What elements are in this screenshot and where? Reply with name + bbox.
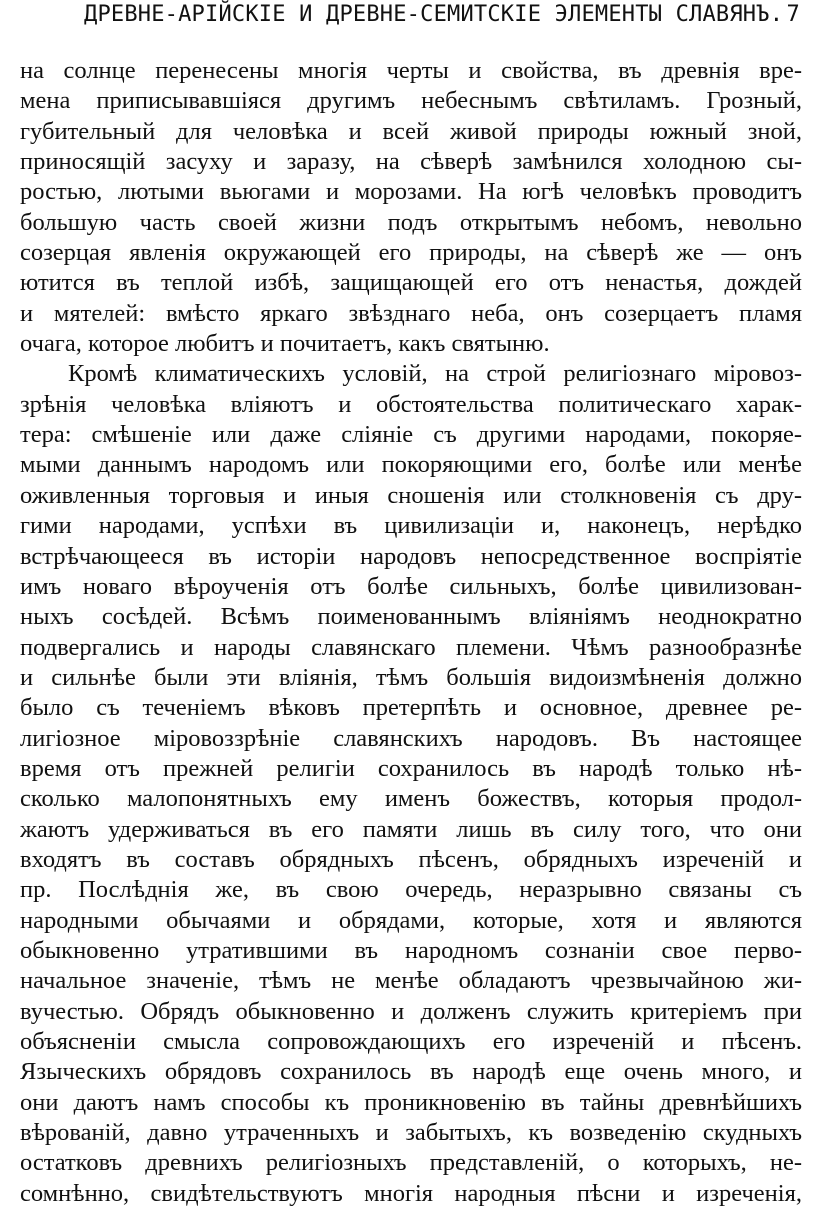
- text-line: тера: смѣшеніе или даже сліяніе съ другими народами, покоряе-: [20, 421, 802, 449]
- text-line: обыкновенно утратившими въ народномъ сознаніи свое перво-: [20, 936, 802, 964]
- paragraph-end-line: очага, которое любитъ и почитаетъ, какъ святыню.: [20, 330, 550, 358]
- text-line: Языческихъ обрядовъ сохранилось въ народѣ еще очень много, и: [20, 1058, 802, 1086]
- text-line: имъ новаго вѣроученія отъ болѣе сильныхъ, болѣе цивилизован-: [20, 572, 802, 600]
- text-line: подвергались и народы славянскаго племени. Чѣмъ разнообразнѣе: [20, 633, 802, 661]
- text-line: жаютъ удерживаться въ его памяти лишь въ силу того, что они: [20, 815, 802, 843]
- text-line: ныхъ сосѣдей. Всѣмъ поименованнымъ вліяніямъ неоднократно: [20, 603, 802, 631]
- text-line: было съ теченіемъ вѣковъ претерпѣть и основное, древнее ре-: [20, 694, 802, 722]
- text-line: и мятелей: вмѣсто яркаго звѣзднаго неба, онъ созерцаетъ пламя: [20, 299, 802, 327]
- text-line: приносящій засуху и заразу, на сѣверѣ замѣнился холодною сы-: [20, 148, 802, 176]
- text-line: мыми даннымъ народомъ или покоряющими его, болѣе или менѣе: [20, 451, 802, 479]
- text-line: и сильнѣе были эти вліянія, тѣмъ большія видоизмѣненія должно: [20, 663, 802, 691]
- text-line: созерцая явленія окружающей его природы, на сѣверѣ же — онъ: [20, 239, 802, 267]
- text-line: пр. Послѣднія же, въ свою очередь, неразрывно связаны съ: [20, 876, 802, 904]
- text-line: зрѣнія человѣка вліяютъ и обстоятельства политическаго харак-: [20, 390, 802, 418]
- text-line: на солнце перенесены многія черты и свойства, въ древнія вре-: [20, 57, 802, 84]
- text-line: ютится въ теплой избѣ, защищающей его отъ ненастья, дождей: [20, 269, 802, 297]
- body-text: [20, 56, 802, 1209]
- text-line: время отъ прежней религіи сохранилось въ народѣ только нѣ-: [20, 754, 802, 782]
- text-line: лигіозное міровоззрѣніе славянскихъ народовъ. Въ настоящее: [20, 724, 802, 752]
- text-line: входятъ въ составъ обрядныхъ пѣсенъ, обрядныхъ изреченій и: [20, 845, 802, 873]
- paragraph-start-line: Кромѣ климатическихъ условій, на строй религіознаго міровоз-: [68, 360, 802, 388]
- text-line: оживленныя торговыя и иныя сношенія или столкновенія съ дру-: [20, 481, 802, 509]
- text-line: вучестью. Обрядъ обыкновенно и долженъ служить критеріемъ при: [20, 997, 802, 1025]
- text-line: ростью, лютыми вьюгами и морозами. На югѣ человѣкъ проводитъ: [20, 178, 802, 206]
- text-line: встрѣчающееся въ исторіи народовъ непосредственное воспріятіе: [20, 542, 802, 570]
- text-line: сомнѣнно, свидѣтельствуютъ многія народныя пѣсни и изреченія,: [20, 1179, 802, 1207]
- text-line: они даютъ намъ способы къ проникновенію въ тайны древнѣйшихъ: [20, 1088, 802, 1116]
- text-line: начальное значеніе, тѣмъ не менѣе обладаютъ чрезвычайною жи-: [20, 967, 802, 995]
- text-line: вѣрованій, давно утраченныхъ и забытыхъ, къ возведенію скудныхъ: [20, 1119, 802, 1147]
- page-number: 7: [786, 2, 800, 27]
- text-line: гими народами, успѣхи въ цивилизаціи и, наконецъ, нерѣдко: [20, 512, 802, 540]
- text-line: сколько малопонятныхъ ему именъ божествъ, которыя продол-: [20, 785, 802, 813]
- text-line: губительный для человѣка и всей живой природы южный зной,: [20, 117, 802, 145]
- text-line: большую часть своей жизни подъ открытымъ небомъ, невольно: [20, 208, 802, 236]
- running-title: ДРЕВНЕ-АРІЙСКІЕ И ДРЕВНЕ-СЕМИТСКІЕ ЭЛЕМЕНТЫ СЛАВЯНЪ.: [84, 2, 784, 27]
- running-header: [40, 2, 804, 32]
- text-line: народными обычаями и обрядами, которые, хотя и являются: [20, 906, 802, 934]
- text-line: объясненіи смысла сопровождающихъ его изреченій и пѣсенъ.: [20, 1028, 802, 1055]
- text-line: мена приписывавшіяся другимъ небеснымъ свѣтиламъ. Грозный,: [20, 87, 802, 115]
- text-line: остатковъ древнихъ религіозныхъ представленій, о которыхъ, не-: [20, 1149, 802, 1177]
